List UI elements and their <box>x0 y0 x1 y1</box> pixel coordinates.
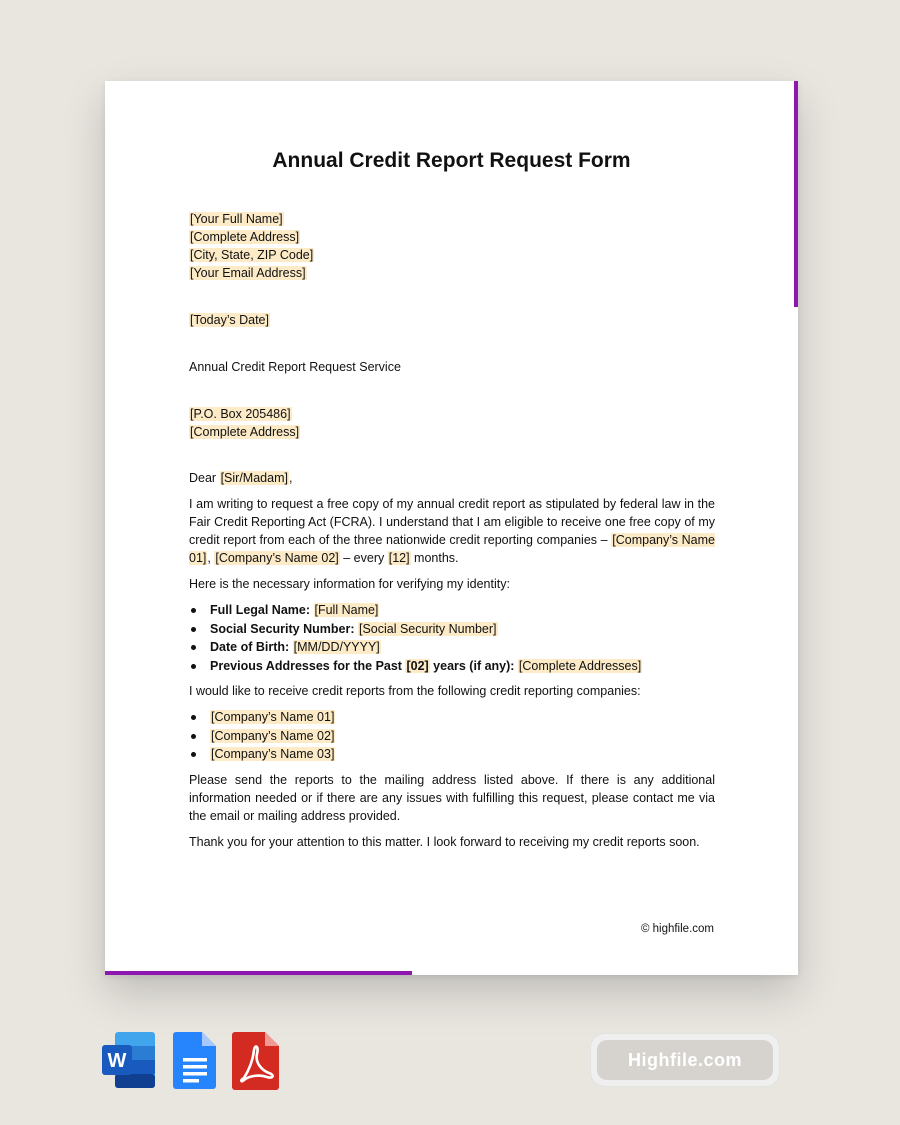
copyright-note: © highfile.com <box>640 923 714 935</box>
sender-name <box>189 210 715 228</box>
placeholder-salutation: [Sir/Madam] <box>220 471 288 485</box>
document-body <box>189 210 715 859</box>
placeholder-company-1: [Company’s Name 01] <box>189 533 715 565</box>
list-item: Date of Birth: [MM/DD/YYYY] <box>189 638 715 657</box>
svg-text:W: W <box>107 1050 127 1072</box>
placeholder-address: [Complete Address] <box>190 230 300 244</box>
sender-city <box>189 246 715 264</box>
placeholder-company-2: [Company’s Name 02] <box>215 551 339 565</box>
recipient-po-box <box>189 405 715 423</box>
pdf-icon[interactable] <box>231 1030 281 1092</box>
list-item <box>189 745 715 764</box>
list-item <box>189 708 715 727</box>
list-item: Social Security Number: [Social Security Number] <box>189 620 715 639</box>
placeholder-city-state-zip: [City, State, ZIP Code] <box>190 248 314 262</box>
placeholder-company: [Company’s Name 01] <box>211 710 335 724</box>
paragraph-send: Please send the reports to the mailing address listed above. If there is any additional information needed or if there are any issues with fulfilling this request, please contact me via the email or mailing address provided. <box>189 772 715 823</box>
accent-bar-right <box>794 81 798 307</box>
placeholder-company: [Company’s Name 03] <box>211 747 335 761</box>
sender-email <box>189 264 715 282</box>
list-item: Full Legal Name: [Full Name] <box>189 601 715 620</box>
placeholder-email: [Your Email Address] <box>190 266 306 280</box>
placeholder-legal-name: [Full Name] <box>314 603 379 617</box>
placeholder-company: [Company’s Name 02] <box>211 728 335 743</box>
recipient-address <box>189 423 715 441</box>
placeholder-months: [12] <box>388 551 410 565</box>
document-title: Annual Credit Report Request Form <box>272 149 631 172</box>
placeholder-dob: [MM/DD/YYYY] <box>293 640 380 654</box>
placeholder-date: [Today’s Date] <box>190 313 269 327</box>
identity-intro: Here is the necessary information for verifying my identity: <box>189 577 510 591</box>
identity-list <box>189 601 715 675</box>
paragraph-request: I am writing to request a free copy of my annual credit report as stipulated by federal law in the Fair Credit Reporting Act (FCRA). I understand that I am eligible to receive one free copy of my credit report from each of the three nationwide credit reporting companies – [Company’s Name 01], [Company’s Name 02] – every [12] months. <box>189 497 715 565</box>
placeholder-recipient-address: [Complete Address] <box>190 425 300 439</box>
letter-date <box>189 311 715 329</box>
paragraph-thanks: Thank you for your attention to this matter. I look forward to receiving my credit reports soon. <box>189 834 700 849</box>
companies-list <box>189 708 715 764</box>
placeholder-full-name: [Your Full Name] <box>190 212 283 226</box>
list-item <box>189 727 715 746</box>
document-page <box>105 81 798 975</box>
accent-bar-bottom <box>105 971 412 975</box>
recipient-service: Annual Credit Report Request Service <box>189 360 401 374</box>
list-item: Previous Addresses for the Past [02] years (if any): [Complete Addresses] <box>189 657 715 676</box>
companies-intro: I would like to receive credit reports from the following credit reporting companies: <box>189 684 641 698</box>
placeholder-years: [02] <box>406 658 429 673</box>
placeholder-prev-addresses: [Complete Addresses] <box>518 658 642 673</box>
google-docs-icon[interactable] <box>172 1030 218 1090</box>
salutation: Dear [Sir/Madam], <box>189 471 293 485</box>
placeholder-po-box: [P.O. Box 205486] <box>190 407 291 421</box>
placeholder-ssn: [Social Security Number] <box>358 621 497 636</box>
word-icon[interactable] <box>101 1030 157 1090</box>
sender-address <box>189 228 715 246</box>
brand-label: Highfile.com <box>597 1040 773 1080</box>
brand-badge[interactable] <box>591 1034 779 1086</box>
